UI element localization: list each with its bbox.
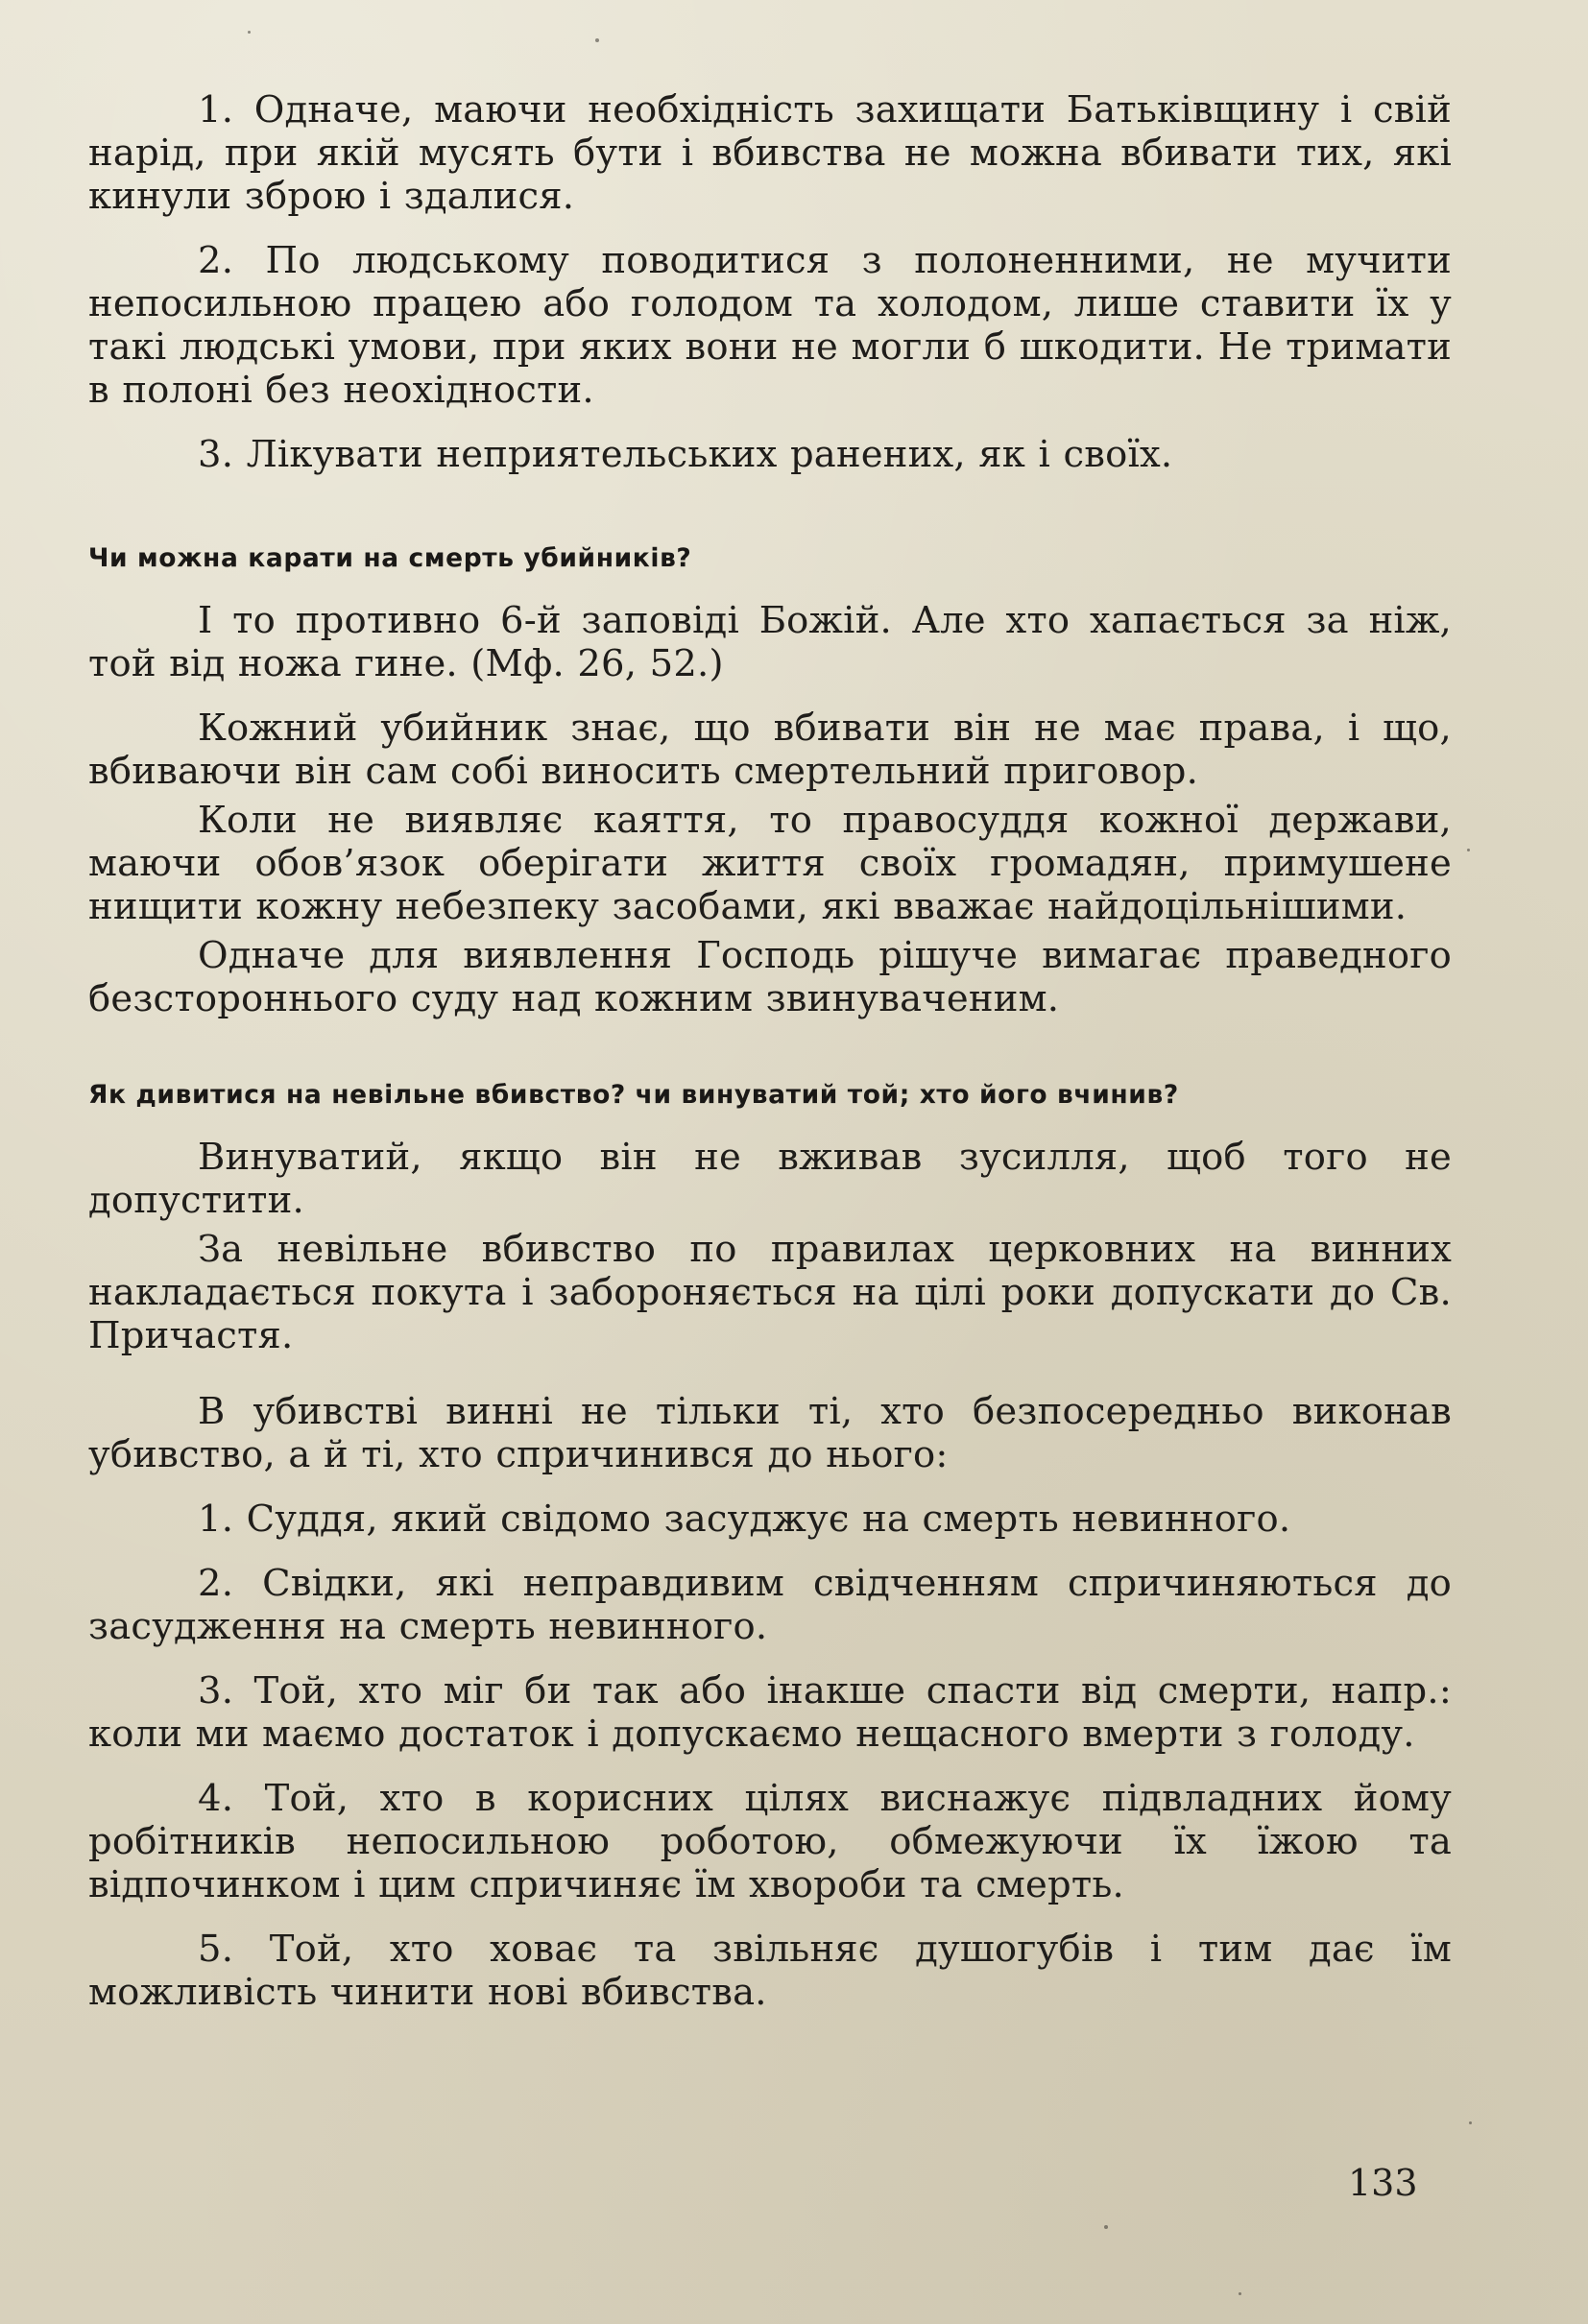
list-item: 3. Лікувати неприятельських ранених, як і своїх. bbox=[198, 433, 1173, 476]
paragraph: За невільне вбивство по правилах церковних на винних накладається покута і забороняється на цілі роки допускати до Св. Причастя. bbox=[88, 1228, 1452, 1357]
section-heading: Як дивитися на невільне вбивство? чи винуватий той; хто його вчинив? bbox=[88, 1080, 1179, 1110]
paper-speck bbox=[1104, 2225, 1108, 2229]
page-number: 133 bbox=[1348, 2162, 1418, 2204]
paragraph: В убивстві винні не тільки ті, хто безпосередньо виконав убивство, а й ті, хто спричинився до нього: bbox=[88, 1390, 1452, 1476]
paper-speck bbox=[595, 38, 599, 42]
paragraph: Коли не виявляє каяття, то правосуддя кожної держави, маючи обов’язок оберігати життя своїх громадян, примушене нищити кожну небезпеку засобами, які вважає найдоцільнішими. bbox=[88, 799, 1452, 928]
paper-speck bbox=[1239, 2292, 1241, 2295]
paper-speck bbox=[1469, 2121, 1472, 2124]
paragraph: І то противно 6-й заповіді Божій. Але хто хапається за ніж, той від ножа гине. (Мф. 26, 52.) bbox=[88, 599, 1452, 685]
list-item: 2. Свідки, які неправдивим свідченням спричиняються до засудження на смерть невинного. bbox=[88, 1562, 1452, 1648]
paper-speck bbox=[1467, 849, 1470, 851]
paragraph: Винуватий, якщо він не вживав зусилля, щоб того не допустити. bbox=[88, 1136, 1452, 1222]
paper-speck bbox=[248, 31, 251, 34]
list-item: 1. Суддя, який свідомо засуджує на смерть невинного. bbox=[198, 1497, 1291, 1541]
section-heading: Чи можна карати на смерть убийників? bbox=[88, 543, 692, 573]
paragraph: Кожний убийник знає, що вбивати він не має права, і що, вбиваючи він сам собі виносить смертельний приговор. bbox=[88, 707, 1452, 793]
paragraph: Одначе для виявлення Господь рішуче вимагає праведного безстороннього суду над кожним звинуваченим. bbox=[88, 934, 1452, 1020]
list-item: 1. Одначе, маючи необхідність захищати Батьківщину і свій нарід, при якій мусять бути і вбивства не можна вбивати тих, які кинули зброю і здалися. bbox=[88, 88, 1452, 218]
list-item: 5. Той, хто ховає та звільняє душогубів і тим дає їм можливість чинити нові вбивства. bbox=[88, 1928, 1452, 2014]
list-item: 3. Той, хто міг би так або інакше спасти від смерти, напр.: коли ми маємо достаток і допускаємо нещасного вмерти з голоду. bbox=[88, 1669, 1452, 1756]
list-item: 4. Той, хто в корисних цілях виснажує підвладних йому робітників непосильною роботою, обмежуючи їх їжою та відпочинком і цим спричиняє їм хвороби та смерть. bbox=[88, 1777, 1452, 1906]
list-item: 2. По людському поводитися з полоненними, не мучити непосильною працею або голодом та холодом, лише ставити їх у такі людські умови, при яких вони не могли б шкодити. Не тримати в полоні без неохідности. bbox=[88, 239, 1452, 412]
